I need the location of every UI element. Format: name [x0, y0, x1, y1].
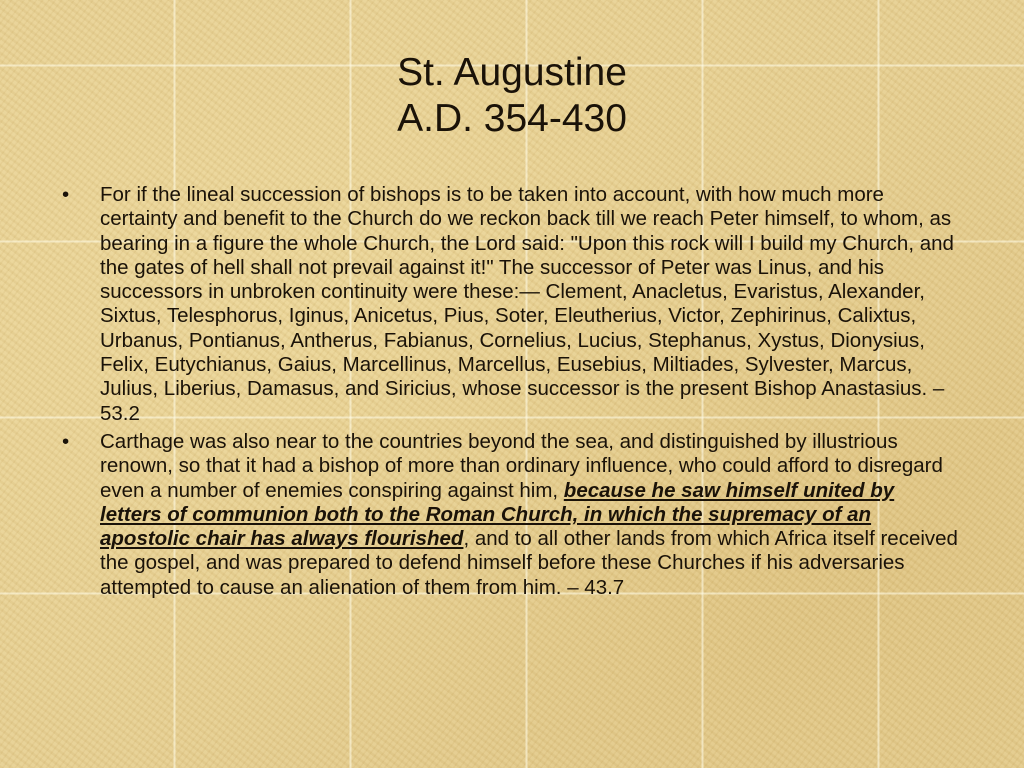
bullet-item-succession: [62, 183, 960, 426]
title-line-name: St. Augustine: [397, 51, 627, 94]
bullet-item-carthage: [62, 430, 960, 600]
title-line-dates: A.D. 354-430: [397, 97, 627, 140]
bullet-marker: •: [62, 183, 70, 206]
bullet-text-emphasis: because he saw himself united by letters of communion both to the Roman Church, in which the supremacy of an apostolic chair has always flourished: [100, 478, 895, 551]
bullet-text: For if the lineal succession of bishops is to be taken into account, with how much more certainty and benefit to the Church do we reckon back till we reach Peter himself, to whom, as bearing in a figure the whole Church, the Lord said: "Upon this rock will I build my Church, and the gates of hell shall not prevail against it!" The successor of Peter was Linus, and his successors in unbroken continuity were these:— Clement, Anacletus, Evaristus, Alexander, Sixtus, Telesphorus, Iginus, Anicetus, Pius, Soter, Eleutherius, Victor, Zephirinus, Calixtus, Urbanus, Pontianus, Antherus, Fabianus, Cornelius, Lucius, Stephanus, Xystus, Dionysius, Felix, Eutychianus, Gaius, Marcellinus, Marcellus, Eusebius, Miltiades, Sylvester, Marcus, Julius, Liberius, Damasus, and Siricius, whose successor is the present Bishop Anastasius. – 53.2: [100, 183, 954, 425]
bullet-text-after: , and to all other lands from which Africa itself received the gospel, and was prepared to defend himself before these Churches if his adversaries attempted to cause an alienation of them from him. – 43.7: [100, 527, 958, 599]
slide-title: [0, 50, 1024, 142]
bullet-text-before: Carthage was also near to the countries beyond the sea, and distinguished by illustrious renown, so that it had a bishop of more than ordinary influence, who could afford to disregard even a number of enemies conspiring against him,: [100, 429, 943, 502]
bullet-marker: •: [62, 429, 70, 453]
bullet-list: [62, 183, 960, 604]
